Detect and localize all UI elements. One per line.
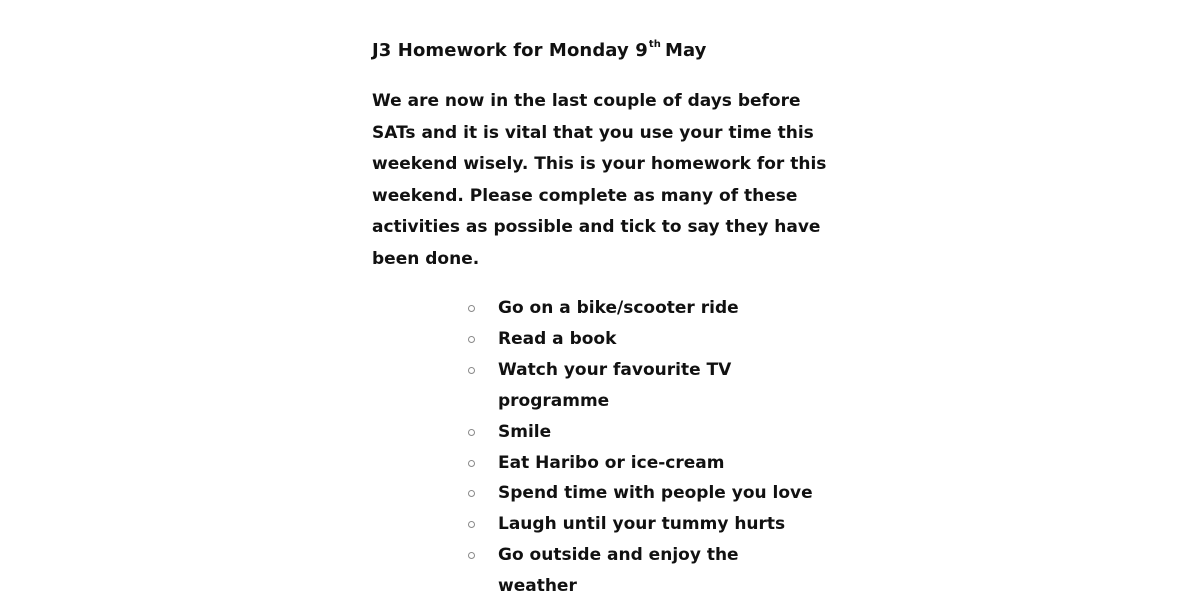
- activity-text: Go outside and enjoy the: [498, 545, 739, 566]
- activity-text: Laugh until your tummy hurts: [498, 514, 786, 535]
- activity-text: Eat Haribo or ice-cream: [498, 452, 725, 473]
- hollow-circle-icon: [468, 367, 475, 374]
- list-item: [464, 417, 813, 448]
- intro-paragraph: [372, 86, 827, 276]
- list-item: [464, 478, 813, 509]
- activity-text: Read a book: [498, 328, 617, 349]
- activity-text: Spend time with people you love: [498, 483, 813, 504]
- list-item: [464, 448, 813, 479]
- title-suffix: May: [664, 40, 707, 61]
- activity-text: Go on a bike/scooter ride: [498, 298, 739, 318]
- intro-line: activities as possible and tick to say they have: [372, 217, 821, 238]
- title-prefix: J3 Homework for Monday 9: [372, 40, 648, 61]
- hollow-circle-icon: [468, 305, 475, 312]
- hollow-circle-icon: [468, 552, 475, 559]
- list-item: [464, 509, 813, 540]
- hollow-circle-icon: [468, 429, 475, 436]
- hollow-circle-icon: [468, 336, 475, 343]
- list-item: [464, 324, 813, 355]
- intro-line: SATs and it is vital that you use your time this: [372, 122, 814, 143]
- intro-line: weekend wisely. This is your homework for this: [372, 154, 827, 175]
- list-item: [464, 540, 813, 602]
- activity-list: [464, 293, 813, 602]
- activity-text-continued: weather: [498, 576, 577, 597]
- intro-line: We are now in the last couple of days before: [372, 91, 801, 111]
- page-title: [372, 37, 706, 65]
- activity-text: Smile: [498, 421, 552, 442]
- hollow-circle-icon: [468, 490, 475, 497]
- list-item: [464, 355, 813, 417]
- intro-line: been done.: [372, 248, 480, 269]
- hollow-circle-icon: [468, 521, 475, 528]
- activity-text-continued: programme: [498, 390, 610, 411]
- hollow-circle-icon: [468, 460, 475, 467]
- activity-text: Watch your favourite TV: [498, 359, 732, 380]
- intro-line: weekend. Please complete as many of these: [372, 185, 798, 206]
- title-superscript: th: [648, 39, 661, 50]
- list-item: [464, 293, 813, 324]
